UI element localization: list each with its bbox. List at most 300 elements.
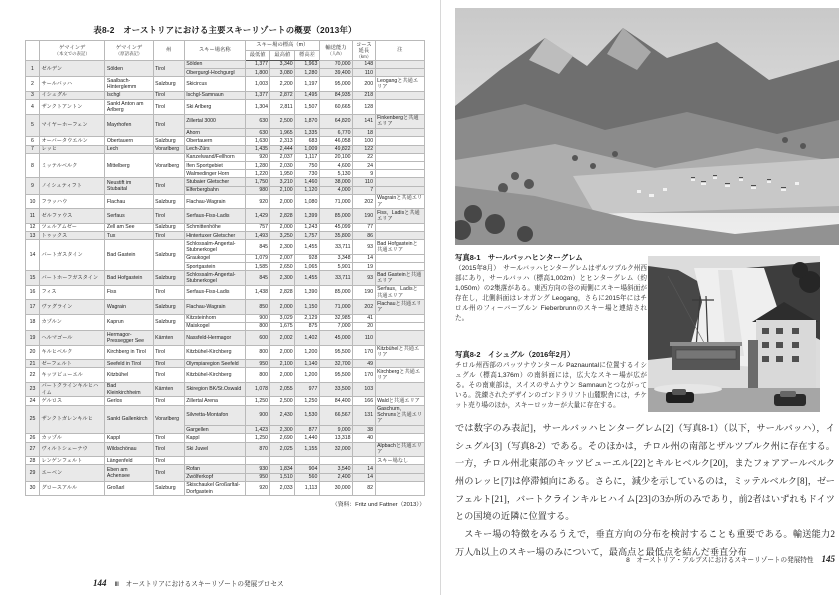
cell-min: 1,585 xyxy=(245,263,270,271)
cell-state: Tirol xyxy=(153,91,184,99)
page-number: 145 xyxy=(821,554,835,564)
cell-no: 15 xyxy=(26,271,40,285)
cell-diff: 1,455 xyxy=(295,240,320,254)
photo1-caption-title: 写真8-1 サールバッハヒンターグレム xyxy=(455,253,583,262)
cell-min: 920 xyxy=(245,481,270,495)
cell-state: Salzburg xyxy=(153,481,184,495)
cell-min: 1,429 xyxy=(245,209,270,223)
cell-note: Kitzbühelと共通エリア xyxy=(375,345,424,359)
cell-max: 2,002 xyxy=(270,331,295,345)
col-header-elev-min: 最低値 xyxy=(245,50,270,60)
cell-cap: 71,000 xyxy=(319,194,352,208)
cell-max: 2,300 xyxy=(270,426,295,434)
cell-no: 13 xyxy=(26,232,40,240)
cell-len: 122 xyxy=(353,145,376,153)
cell-diff: 1,250 xyxy=(295,397,320,405)
cell-len: 110 xyxy=(353,178,376,186)
left-page-footer xyxy=(93,578,284,588)
cell-name: Schlossalm-Angertal-Stubnerkogel xyxy=(184,240,245,254)
cell-note: Serfaus，Ladisと共通エリア xyxy=(375,285,424,299)
cell-name_jp: キッツビューエル xyxy=(39,368,104,382)
cell-name: Skischaukel Großarltal-Dorfgastein xyxy=(184,481,245,495)
cell-note: Waldと共通エリア xyxy=(375,397,424,405)
photo2-caption-title: 写真8-2 イシュグル（2016年2月） xyxy=(455,350,575,359)
cell-name_jp: ゼルファウス xyxy=(39,209,104,223)
cell-len: 93 xyxy=(353,271,376,285)
cell-state: Tirol xyxy=(153,442,184,456)
cell-min: 1,079 xyxy=(245,254,270,262)
table-row xyxy=(26,209,425,223)
table-row xyxy=(26,368,425,382)
cell-max: 2,828 xyxy=(270,209,295,223)
cell-len: 131 xyxy=(353,405,376,426)
cell-len: 14 xyxy=(353,254,376,262)
cell-len: 41 xyxy=(353,314,376,322)
page-gutter-line xyxy=(440,0,441,595)
table-title: 表8-2 オーストリアにおける主要スキーリゾートの概要（2013年） xyxy=(93,25,357,35)
cell-len: 20 xyxy=(353,322,376,330)
cell-name: Kappl xyxy=(184,434,245,442)
col-header-note: 注 xyxy=(375,41,424,61)
cell-len: 200 xyxy=(353,77,376,91)
cell-max: 2,033 xyxy=(270,481,295,495)
cell-name_jp: オーバータウエルン xyxy=(39,137,104,145)
cell-cap: 38,000 xyxy=(319,178,352,186)
cell-name: Elferbergbahn xyxy=(184,186,245,194)
header-label: ゲマインデ xyxy=(58,44,86,51)
cell-min: 1,438 xyxy=(245,285,270,299)
cell-cap: 33,711 xyxy=(319,271,352,285)
cell-len: 77 xyxy=(353,223,376,231)
cell-no: 22 xyxy=(26,368,40,382)
cell-state: Kärnten xyxy=(153,382,184,396)
col-header-course xyxy=(353,41,376,61)
cell-name: Walmedinger Horn xyxy=(184,170,245,178)
right-page-footer xyxy=(455,554,835,564)
cell-orig: Bad Kleinkirchheim xyxy=(105,382,153,396)
cell-state: Tirol xyxy=(153,397,184,405)
cell-name_jp: ヘルマゴール xyxy=(39,331,104,345)
cell-max: 2,444 xyxy=(270,145,295,153)
cell-orig: Kirchberg in Tirol xyxy=(105,345,153,359)
col-header-elev-max: 最高値 xyxy=(270,50,295,60)
cell-cap: 39,400 xyxy=(319,69,352,77)
cell-no: 9 xyxy=(26,178,40,194)
cell-max: 2,025 xyxy=(270,442,295,456)
cell-diff: 1,280 xyxy=(295,69,320,77)
table-row xyxy=(26,194,425,208)
cell-note xyxy=(375,473,424,481)
cell-min: 1,003 xyxy=(245,77,270,91)
cell-max: 2,000 xyxy=(270,194,295,208)
cell-diff xyxy=(295,457,320,465)
cell-note xyxy=(375,162,424,170)
cell-state: Vorarlberg xyxy=(153,405,184,434)
left-page xyxy=(25,24,425,588)
cell-max: 1,675 xyxy=(270,322,295,330)
cell-orig: Hermagor-Pressegger See xyxy=(105,331,153,345)
cell-name_jp: カップル xyxy=(39,434,104,442)
cell-name_jp: グロースアルル xyxy=(39,481,104,495)
cell-no: 24 xyxy=(26,397,40,405)
cell-cap: 64,820 xyxy=(319,114,352,128)
cell-len: 18 xyxy=(353,129,376,137)
cell-orig: Eben am Achensee xyxy=(105,465,153,481)
col-header-elevation-group: スキー場の標高（m） xyxy=(245,41,319,51)
cell-name: Maiskogel xyxy=(184,322,245,330)
page-number: 144 xyxy=(93,578,107,588)
cell-name_jp: ノイシュティフト xyxy=(39,178,104,194)
cell-len: 202 xyxy=(353,300,376,314)
cell-note xyxy=(375,153,424,161)
cell-state: Tirol xyxy=(153,100,184,114)
cell-min: 1,750 xyxy=(245,178,270,186)
cell-max: 3,340 xyxy=(270,60,295,68)
cell-len: 110 xyxy=(353,331,376,345)
cell-note: Finkenbergと共通エリア xyxy=(375,114,424,128)
cell-cap: 60,665 xyxy=(319,100,352,114)
cell-no: 28 xyxy=(26,457,40,465)
cell-orig: Bad Gastein xyxy=(105,240,153,271)
cell-state: Tirol xyxy=(153,457,184,465)
cell-name: Zillertal Arena xyxy=(184,397,245,405)
alpine-valley-photo xyxy=(455,8,839,245)
cell-orig: Mittelberg xyxy=(105,153,153,178)
cell-max: 2,007 xyxy=(270,254,295,262)
cell-state: Salzburg xyxy=(153,137,184,145)
cell-min: 600 xyxy=(245,331,270,345)
cell-diff: 2,129 xyxy=(295,314,320,322)
cell-state: Tirol xyxy=(153,345,184,359)
cell-diff: 1,402 xyxy=(295,331,320,345)
cell-cap: 3,348 xyxy=(319,254,352,262)
cell-no: 1 xyxy=(26,60,40,76)
col-header-elev-diff: 標高差 xyxy=(295,50,320,60)
cell-name_jp: ザンクトアントン xyxy=(39,100,104,114)
running-title: 8 オーストリア・アルプスにおけるスキーリゾートの発展特性 xyxy=(626,557,814,564)
cell-orig: Bad Hofgastein xyxy=(105,271,153,285)
cell-no: 23 xyxy=(26,382,40,396)
table-row xyxy=(26,178,425,186)
cell-name_jp: バートホーフガスタイン xyxy=(39,271,104,285)
cell-name: Kitzbühel-Kirchberg xyxy=(184,368,245,382)
cell-no: 14 xyxy=(26,240,40,271)
cell-orig: Zell am See xyxy=(105,223,153,231)
cell-cap: 4,000 xyxy=(319,186,352,194)
cell-name: Ski Arlberg xyxy=(184,100,245,114)
cell-diff: 977 xyxy=(295,382,320,396)
cell-name_jp: レンゲンフェルト xyxy=(39,457,104,465)
cell-cap: 32,000 xyxy=(319,442,352,456)
header-sublabel: （本文での表記） xyxy=(54,51,90,57)
cell-max: 2,500 xyxy=(270,397,295,405)
cell-no: 5 xyxy=(26,114,40,137)
cell-note xyxy=(375,137,424,145)
cell-len: 93 xyxy=(353,240,376,254)
col-header-gemeinde-jp xyxy=(39,41,104,61)
cell-note xyxy=(375,170,424,178)
cell-cap: 95,500 xyxy=(319,345,352,359)
cell-diff: 1,963 xyxy=(295,60,320,68)
cell-state: Vorarlberg xyxy=(153,153,184,178)
cell-name_jp: ザンクトガレンキルヒ xyxy=(39,405,104,434)
cell-note: Bad Gasteinと共通エリア xyxy=(375,271,424,285)
cell-name_jp: フラッハウ xyxy=(39,194,104,208)
cell-cap: 30,000 xyxy=(319,481,352,495)
cell-min: 1,078 xyxy=(245,382,270,396)
cell-note xyxy=(375,314,424,322)
table-row xyxy=(26,77,425,91)
cell-min: 870 xyxy=(245,442,270,456)
cell-min: 900 xyxy=(245,314,270,322)
cell-note xyxy=(375,322,424,330)
cell-len: 190 xyxy=(353,209,376,223)
cell-min: 1,435 xyxy=(245,145,270,153)
cell-note xyxy=(375,91,424,99)
cell-len: 218 xyxy=(353,91,376,99)
cell-diff: 560 xyxy=(295,473,320,481)
cell-min: 950 xyxy=(245,473,270,481)
cell-len: 82 xyxy=(353,481,376,495)
cell-max: 2,000 xyxy=(270,345,295,359)
cell-name: Obergurgl-Hochgurgl xyxy=(184,69,245,77)
table-source-note: （資料：Fritz und Fattner（2013）） xyxy=(331,502,425,509)
cell-note xyxy=(375,60,424,68)
cell-name: Stubaier Gletscher xyxy=(184,178,245,186)
cell-len: 110 xyxy=(353,69,376,77)
cell-len: 40 xyxy=(353,434,376,442)
cell-no: 30 xyxy=(26,481,40,495)
table-row xyxy=(26,360,425,368)
cell-name_jp: レッヒ xyxy=(39,145,104,153)
cell-len xyxy=(353,457,376,465)
cell-diff: 1,440 xyxy=(295,434,320,442)
cell-state: Tirol xyxy=(153,114,184,137)
cell-diff: 1,530 xyxy=(295,405,320,426)
cell-min: 630 xyxy=(245,114,270,128)
cell-diff: 1,197 xyxy=(295,77,320,91)
cell-diff: 730 xyxy=(295,170,320,178)
table-row xyxy=(26,457,425,465)
cell-diff: 1,113 xyxy=(295,481,320,495)
cell-name: Sölden xyxy=(184,60,245,68)
cell-name_jp: バートクラインキルヒハイム xyxy=(39,382,104,396)
cell-diff: 683 xyxy=(295,137,320,145)
cell-diff: 1,150 xyxy=(295,300,320,314)
cell-min: 845 xyxy=(245,240,270,254)
cell-note xyxy=(375,331,424,345)
cell-name: Silvretta-Montafon xyxy=(184,405,245,426)
cell-cap: 7,000 xyxy=(319,322,352,330)
col-header-no xyxy=(26,41,40,61)
cell-name: Olympiaregion Seefeld xyxy=(184,360,245,368)
cell-len: 19 xyxy=(353,263,376,271)
cell-orig: Wildschönau xyxy=(105,442,153,456)
table-row xyxy=(26,434,425,442)
cell-len: 7 xyxy=(353,186,376,194)
cell-max: 3,080 xyxy=(270,69,295,77)
cell-state: Tirol xyxy=(153,60,184,76)
table-row xyxy=(26,405,425,426)
cell-name xyxy=(184,457,245,465)
cell-name: Zwölferkopf xyxy=(184,473,245,481)
photo1-caption xyxy=(455,252,647,323)
cell-cap: 32,985 xyxy=(319,314,352,322)
cell-min: 950 xyxy=(245,360,270,368)
cell-cap: 85,000 xyxy=(319,285,352,299)
cell-cap: 70,000 xyxy=(319,60,352,68)
cell-diff: 750 xyxy=(295,162,320,170)
cell-cap: 20,100 xyxy=(319,153,352,161)
running-title: Ⅲ オーストリアにおけるスキーリゾートの発展プロセス xyxy=(114,581,284,588)
cell-orig: Obertauern xyxy=(105,137,153,145)
cell-name: Ifen Sportgebiet xyxy=(184,162,245,170)
table-row xyxy=(26,345,425,359)
cell-cap: 3,540 xyxy=(319,465,352,473)
resort-table xyxy=(25,40,425,496)
cell-no: 10 xyxy=(26,194,40,208)
cell-orig: Kaprun xyxy=(105,314,153,330)
cell-min: 1,280 xyxy=(245,162,270,170)
cell-cap: 95,500 xyxy=(319,368,352,382)
cell-note xyxy=(375,382,424,396)
photo-ischgl xyxy=(648,256,820,412)
cell-len: 166 xyxy=(353,397,376,405)
cell-min: 1,377 xyxy=(245,60,270,68)
cell-max: 2,000 xyxy=(270,300,295,314)
cell-note: Leogangと共通エリア xyxy=(375,77,424,91)
cell-max: 2,300 xyxy=(270,240,295,254)
cell-state: Salzburg xyxy=(153,240,184,271)
cell-orig: Lech xyxy=(105,145,153,153)
table-row xyxy=(26,397,425,405)
cell-state: Vorarlberg xyxy=(153,145,184,153)
table-row xyxy=(26,232,425,240)
cell-state: Tirol xyxy=(153,285,184,299)
cell-name_jp: ゼルデン xyxy=(39,60,104,76)
cell-orig: Gerlos xyxy=(105,397,153,405)
cell-name: Kitzbühel-Kirchberg xyxy=(184,345,245,359)
cell-min: 630 xyxy=(245,129,270,137)
cell-cap: 49,822 xyxy=(319,145,352,153)
cell-name_jp: イシュグル xyxy=(39,91,104,99)
photo1-caption-body: （2015年8月） サールバッハヒンターグレムはザルツブルク州西部にあり，サールバッハ（標高1,002m）とヒンターグレム（約1,050m）の2集落がある。東西方向の谷の両側にスキー場斜面が存在し，北側斜面はレオガング Leogang，さらに2015年にはチロル州のフィーバーブルン Fieberbrunnのスキー場と連結された。 xyxy=(455,265,647,322)
cell-orig: Serfaus xyxy=(105,209,153,223)
cell-max: 2,030 xyxy=(270,162,295,170)
cell-orig: Sölden xyxy=(105,60,153,76)
table-row xyxy=(26,240,425,254)
cell-cap: 35,800 xyxy=(319,232,352,240)
cell-min: 920 xyxy=(245,194,270,208)
cell-diff: 1,495 xyxy=(295,91,320,99)
cell-max: 2,000 xyxy=(270,368,295,382)
cell-min: 1,800 xyxy=(245,69,270,77)
cell-state: Salzburg xyxy=(153,223,184,231)
cell-max: 2,100 xyxy=(270,186,295,194)
cell-min: 800 xyxy=(245,368,270,382)
cell-name_jp: サールバッハ xyxy=(39,77,104,91)
cell-note xyxy=(375,360,424,368)
cell-note: Wagrainと共通エリア xyxy=(375,194,424,208)
cell-min: 757 xyxy=(245,223,270,231)
cell-len: 170 xyxy=(353,345,376,359)
col-header-gemeinde-orig xyxy=(105,41,153,61)
cell-name: Schmittenhöhe xyxy=(184,223,245,231)
cell-diff: 1,080 xyxy=(295,194,320,208)
cell-diff: 928 xyxy=(295,254,320,262)
cell-len: 14 xyxy=(353,473,376,481)
table-row xyxy=(26,331,425,345)
photo2-caption xyxy=(455,349,647,411)
cell-note: Kirchbergと共通エリア xyxy=(375,368,424,382)
table-row xyxy=(26,314,425,322)
cell-max: 2,811 xyxy=(270,100,295,114)
cell-max: 2,300 xyxy=(270,271,295,285)
cell-note xyxy=(375,145,424,153)
cell-name: Ischgl-Samnaun xyxy=(184,91,245,99)
cell-note xyxy=(375,69,424,77)
table-header-row xyxy=(26,41,425,51)
cell-note xyxy=(375,223,424,231)
cell-no: 25 xyxy=(26,405,40,434)
cell-name: Skiregion BK/St.Oswald xyxy=(184,382,245,396)
cell-note xyxy=(375,186,424,194)
cell-min: 1,630 xyxy=(245,137,270,145)
cell-state: Tirol xyxy=(153,434,184,442)
cell-min: 1,250 xyxy=(245,434,270,442)
table-row xyxy=(26,100,425,114)
cell-orig: Großarl xyxy=(105,481,153,495)
header-label: 輸送能力 xyxy=(325,44,347,51)
cell-cap: 46,058 xyxy=(319,137,352,145)
table-row xyxy=(26,145,425,153)
cell-state: Salzburg xyxy=(153,300,184,314)
cell-no: 11 xyxy=(26,209,40,223)
cell-no: 21 xyxy=(26,360,40,368)
cell-name: Zillertal 3000 xyxy=(184,114,245,128)
cell-state: Tirol xyxy=(153,178,184,194)
cell-diff: 1,335 xyxy=(295,129,320,137)
cell-cap: 32,700 xyxy=(319,360,352,368)
cell-min: 800 xyxy=(245,322,270,330)
cell-name_jp: バートガスタイン xyxy=(39,240,104,271)
cell-cap: 45,099 xyxy=(319,223,352,231)
cell-name_jp: ヴァグライン xyxy=(39,300,104,314)
cell-no: 12 xyxy=(26,223,40,231)
cell-max: 3,250 xyxy=(270,232,295,240)
cell-orig: Seefeld in Tirol xyxy=(105,360,153,368)
cell-len: 86 xyxy=(353,232,376,240)
cell-note xyxy=(375,465,424,473)
cell-max: 2,037 xyxy=(270,153,295,161)
cell-min xyxy=(245,457,270,465)
cell-max: 2,872 xyxy=(270,91,295,99)
cell-no: 29 xyxy=(26,465,40,481)
body-paragraph: では数字のみ表記]，サールバッハヒンターグレム[2]（写真8-1）（以下，サールバッハ），イシュグル[3]（写真8-2）である。そのほかは，チロル州の南部とザルツブルク州に存在する。一方，チロル州北東部のキッツビューエル[22]とキルヒベルク[20]，またフォアアールベルク州のレッヒ[7]は停滞傾向にある。さらに，減少を示しているのは，ミッテルベルク[8]，ゼーフェルト[21]，バートクラインキルヒハイム[23]の3か所のみであり，前2者はいずれもドイツとの国境の近隣に位置する。 xyxy=(455,423,835,522)
cell-note xyxy=(375,434,424,442)
cell-note: Flachauと共通エリア xyxy=(375,300,424,314)
cell-cap: 71,000 xyxy=(319,300,352,314)
cell-diff: 1,117 xyxy=(295,153,320,161)
cell-state: Salzburg xyxy=(153,194,184,208)
cell-note: Alpbachと共通エリア xyxy=(375,442,424,456)
cell-name: Ahorn xyxy=(184,129,245,137)
cell-len: 100 xyxy=(353,137,376,145)
cell-orig: Saalbach-Hinterglemm xyxy=(105,77,153,91)
header-sublabel: （人/h） xyxy=(327,51,345,57)
body-paragraph: スキー場の特徴をみるうえで，垂直方向の分布を検討することも重要である。輸送能力2万人/h以上のスキー場のみについて，最高点と最低点を結んだ垂直分布 xyxy=(455,528,835,557)
cell-len: 14 xyxy=(353,465,376,473)
